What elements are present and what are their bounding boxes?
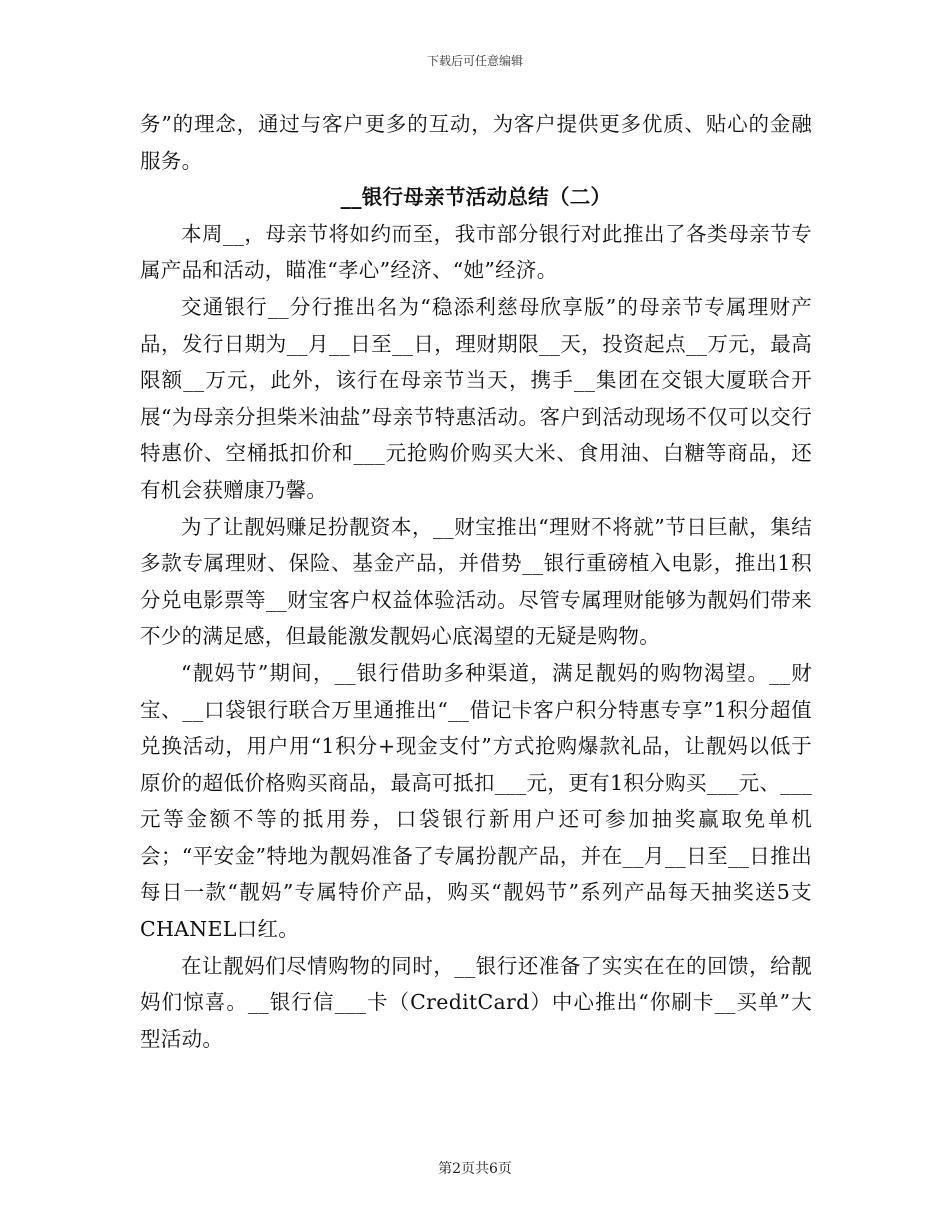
page-footer: 第2页共6页: [438, 1161, 512, 1177]
paragraph-5: 在让靓妈们尽情购物的同时，__银行还准备了实实在在的回馈，给靓妈们惊喜。__银行信___卡（CreditCard）中心推出“你刷卡__买单”大型活动。: [140, 953, 812, 1051]
paragraph-2: 交通银行__分行推出名为“稳添利慈母欣享版”的母亲节专属理财产品，发行日期为__月__日至__日，理财期限__天，投资起点__万元，最高限额__万元，此外，该行在母亲节当天，携手__集团在交银大厦联合开展“为母亲分担柴米油盐”母亲节特惠活动。客户到活动现场不仅可以交行特惠价、空桶抵扣价和___元抢购价购买大米、食用油、白糖等商品，还有机会获赠康乃馨。: [140, 294, 812, 502]
intro-paragraph: 务”的理念，通过与客户更多的互动，为客户提供更多优质、贴心的金融服务。: [140, 112, 812, 173]
paragraph-1: 本周__，母亲节将如约而至，我市部分银行对此推出了各类母亲节专属产品和活动，瞄准“孝心”经济、“她”经济。: [140, 221, 812, 283]
section-title: __银行母亲节活动总结（二）: [340, 185, 612, 210]
document-body: [140, 106, 812, 1057]
page-header: 下载后可任意编辑: [426, 54, 523, 68]
paragraph-4: “靓妈节”期间，__银行借助多种渠道，满足靓妈的购物渴望。__财宝、__口袋银行联合万里通推出“__借记卡客户积分特惠专享”1积分超值兑换活动，用户用“1积分+现金支付”方式抢购爆款礼品，让靓妈以低于原价的超低价格购买商品，最高可抵扣___元，更有1积分购买___元、___元等金额不等的抵用券，口袋银行新用户还可参加抽奖赢取免单机会；“平安金”特地为靓妈准备了专属扮靓产品，并在__月__日至__日推出每日一款“靓妈”专属特价产品，购买“靓妈节”系列产品每天抽奖送5支CHANEL口红。: [140, 660, 812, 942]
paragraph-3: 为了让靓妈赚足扮靓资本，__财宝推出“理财不将就”节日巨献，集结多款专属理财、保险、基金产品，并借势__银行重磅植入电影，推出1积分兑电影票等__财宝客户权益体验活动。尽管专属理财能够为靓妈们带来不少的满足感，但最能激发靓妈心底渴望的无疑是购物。: [140, 514, 812, 649]
